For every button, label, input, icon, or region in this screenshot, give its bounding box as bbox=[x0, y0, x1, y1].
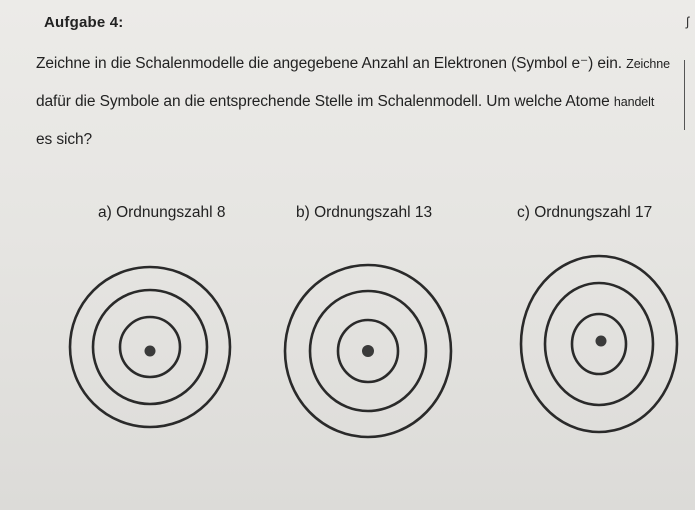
instruction-line-1-small: Zeichne bbox=[626, 57, 670, 71]
instruction-line-3: es sich? bbox=[36, 131, 93, 148]
instruction-line-2-main: dafür die Symbole an die entsprechende Stelle im Schalenmodell. Um welche Atome bbox=[36, 93, 610, 110]
shell-model-c-nucleus bbox=[596, 336, 607, 347]
page-edge-bracket bbox=[684, 60, 689, 130]
instruction-line-1-main: Zeichne in die Schalenmodelle die angegebene Anzahl an Elektronen (Symbol e⁻) ein. bbox=[36, 55, 622, 72]
task-heading: Aufgabe 4: bbox=[44, 14, 124, 31]
subtask-a-label: a) Ordnungszahl 8 bbox=[98, 204, 226, 221]
subtask-c-label: c) Ordnungszahl 17 bbox=[517, 204, 653, 221]
instruction-line-2 bbox=[36, 83, 691, 121]
instruction-line-2-small: handelt bbox=[613, 95, 655, 109]
shell-model-b[interactable] bbox=[282, 262, 454, 440]
shell-model-a-nucleus bbox=[145, 346, 156, 357]
shell-model-c[interactable] bbox=[518, 253, 680, 435]
subtask-b-label: b) Ordnungszahl 13 bbox=[296, 204, 433, 221]
shell-model-b-nucleus bbox=[362, 345, 374, 357]
shell-model-a[interactable] bbox=[67, 264, 233, 430]
task-instructions bbox=[36, 45, 691, 158]
instruction-line-1 bbox=[36, 45, 691, 83]
page-edge-mark: ʃ bbox=[686, 14, 689, 29]
